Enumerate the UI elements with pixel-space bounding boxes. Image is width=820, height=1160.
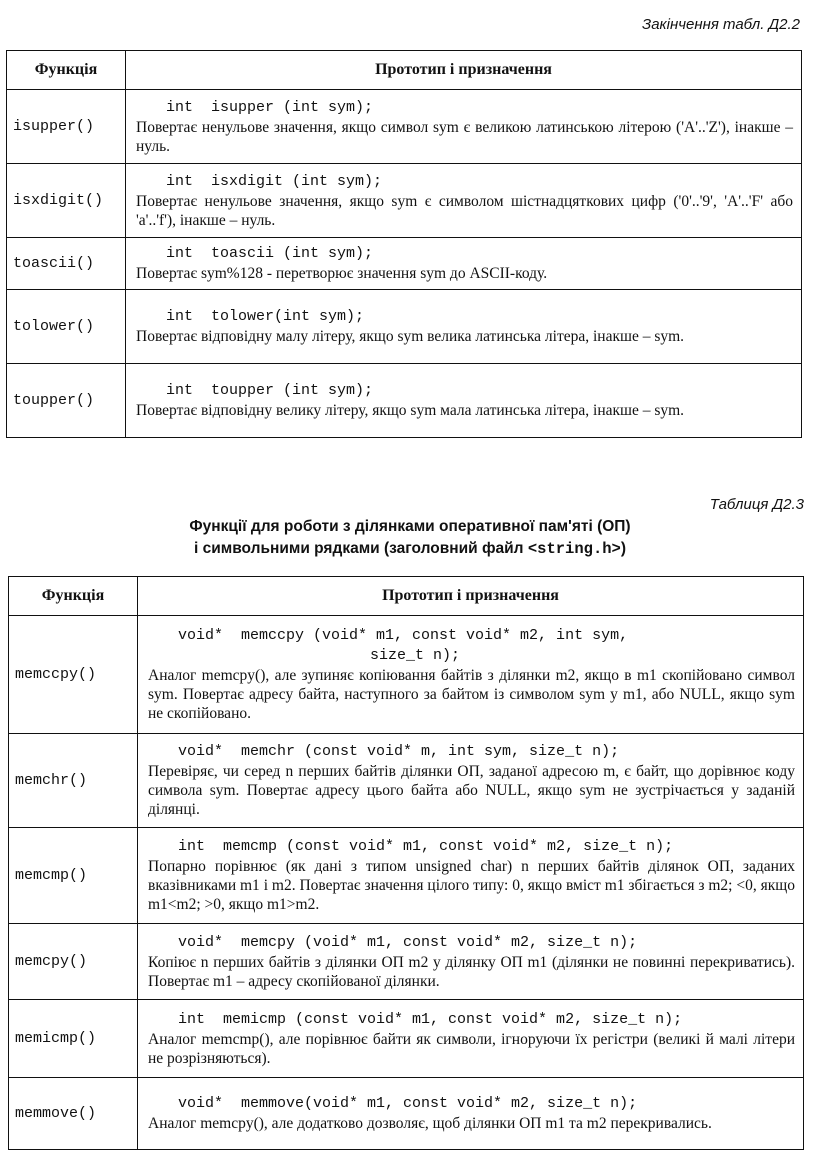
- function-description: Аналог memcpy(), але зупиняє копіювання байтів з ділянки m2, якщо в m1 скопійовано символ sym. Повертає адресу байта, наступного за байтом із символом sym у m1, або NULL, якщо sym не скопійовано.: [148, 667, 795, 722]
- table-caption: Таблиця Д2.3: [709, 496, 804, 513]
- table-row: [7, 238, 802, 290]
- table-title-line1: Функції для роботи з ділянками оперативної пам'яті (ОП): [189, 518, 631, 535]
- prototype-code: void* memchr (const void* m, int sym, size_t n);: [178, 743, 620, 760]
- table-header-row: [7, 51, 802, 90]
- table-row: [9, 924, 804, 1000]
- prototype-cell: [126, 164, 802, 238]
- prototype-code: void* memcpy (void* m1, const void* m2, size_t n);: [178, 933, 638, 951]
- prototype-cell: [138, 828, 804, 924]
- continuation-caption: Закінчення табл. Д2.2: [642, 16, 800, 33]
- function-description: Копіює n перших байтів з ділянки ОП m2 у ділянку ОП m1 (ділянки не повинні перекриватись). Повертає m1 – адресу скопійованої ділянки.: [148, 953, 795, 990]
- table-header-row: [9, 577, 804, 616]
- table-row: [9, 828, 804, 924]
- table-row: [9, 1000, 804, 1078]
- prototype-cell: [126, 238, 802, 290]
- function-name: toupper(): [7, 364, 126, 438]
- header-prototype: Прототип і призначення: [126, 51, 802, 90]
- function-description: Аналог memcpy(), але додатково дозволяє, щоб ділянки ОП m1 та m2 перекривались.: [148, 1115, 712, 1132]
- prototype-cell: [138, 734, 804, 828]
- prototype-code: int toascii (int sym);: [166, 245, 374, 262]
- prototype-cell: [138, 1000, 804, 1078]
- memory-functions-table: [8, 576, 804, 1150]
- table-row: [9, 1078, 804, 1150]
- prototype-cell: [126, 90, 802, 164]
- table-title-line2: [0, 538, 820, 560]
- prototype-code: int isxdigit (int sym);: [166, 172, 383, 190]
- prototype-cell: [138, 924, 804, 1000]
- header-function: Функція: [9, 577, 138, 616]
- prototype-cell: [126, 364, 802, 438]
- function-name: memcmp(): [9, 828, 138, 924]
- function-name: toascii(): [7, 238, 126, 290]
- table-row: [7, 290, 802, 364]
- prototype-cell: [138, 616, 804, 734]
- prototype-code: int tolower(int sym);: [166, 308, 365, 325]
- table-row: [7, 90, 802, 164]
- function-description: Повертає відповідну велику літеру, якщо sym мала латинська літера, інакше – sym.: [136, 402, 685, 419]
- prototype-code: int memicmp (const void* m1, const void* m2, size_t n);: [178, 1010, 683, 1028]
- prototype-code: int toupper (int sym);: [166, 382, 374, 399]
- prototype-code: void* memccpy (void* m1, const void* m2, int sym,: [178, 627, 629, 644]
- function-description: Аналог memcmp(), але порівнює байти як символи, ігноруючи їх регістри (великі й малі літери не розрізняються).: [148, 1030, 795, 1067]
- function-name: memmove(): [9, 1078, 138, 1150]
- title-suffix: ): [620, 540, 627, 557]
- table-row: [9, 616, 804, 734]
- function-name: memchr(): [9, 734, 138, 828]
- header-file-name: <string.h>: [527, 540, 621, 558]
- function-name: memicmp(): [9, 1000, 138, 1078]
- character-functions-table: [6, 50, 802, 438]
- function-name: memccpy(): [9, 616, 138, 734]
- prototype-code-continued: size_t n);: [370, 647, 461, 664]
- prototype-cell: [138, 1078, 804, 1150]
- function-name: isupper(): [7, 90, 126, 164]
- function-description: Перевіряє, чи серед n перших байтів ділянки ОП, заданої адресою m, є байт, що дорівнює коду символа sym. Повертає адресу цього байта або NULL, якщо sym не зустрічається у заданій ділянці.: [148, 763, 795, 818]
- prototype-cell: [126, 290, 802, 364]
- table-row: [7, 364, 802, 438]
- function-description: Повертає відповідну малу літеру, якщо sym велика латинська літера, інакше – sym.: [136, 328, 685, 345]
- function-description: Повертає ненульове значення, якщо символ sym є великою латинською літерою ('A'..'Z'), інакше – нуль.: [136, 118, 793, 155]
- header-function: Функція: [7, 51, 126, 90]
- prototype-code: int isupper (int sym);: [166, 98, 374, 116]
- prototype-code: int memcmp (const void* m1, const void* m2, size_t n);: [178, 838, 674, 855]
- function-description: Попарно порівнює (як дані з типом unsigned char) n перших байтів ділянок ОП, заданих вказівниками m1 і m2. Повертає значення цілого типу: 0, якщо вміст m1 збігається з m2; <0, якщо m1<m2; >0, якщо m1>m2.: [148, 858, 795, 913]
- header-prototype: Прототип і призначення: [138, 577, 804, 616]
- function-description: Повертає ненульове значення, якщо sym є символом шістнадцяткових цифр ('0'..'9', 'A'..'F' або 'a'..'f'), інакше – нуль.: [136, 192, 793, 229]
- table-row: [7, 164, 802, 238]
- function-name: tolower(): [7, 290, 126, 364]
- function-description: Повертає sym%128 - перетворює значення sym до ASCII-коду.: [136, 265, 548, 282]
- table-row: [9, 734, 804, 828]
- title-prefix: і символьними рядками (заголовний файл: [193, 540, 528, 557]
- function-name: isxdigit(): [7, 164, 126, 238]
- prototype-code: void* memmove(void* m1, const void* m2, size_t n);: [178, 1095, 638, 1112]
- function-name: memcpy(): [9, 924, 138, 1000]
